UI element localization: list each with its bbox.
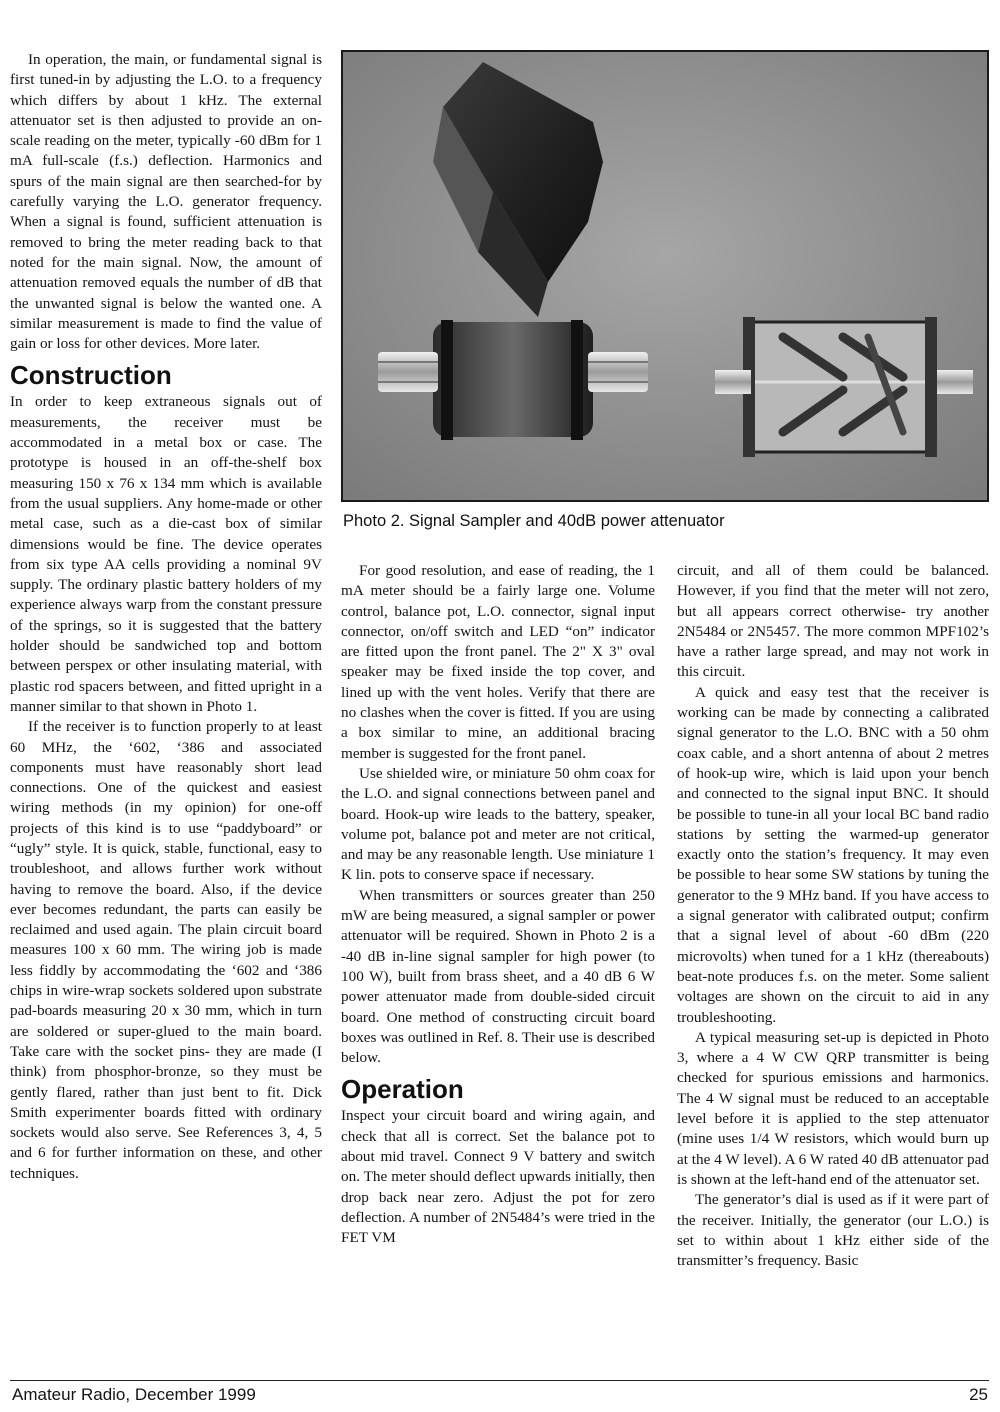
balance-paragraph: circuit, and all of them could be balanced. However, if you find that the meter will not zero, but all appears correct otherwise- try another 2N5484 or 2N5457. The more common MPF102’s have a rather large spread, and may not work in this circuit. <box>677 562 989 681</box>
generator-paragraph: The generator’s dial is used as if it were part of the receiver. Initially, the generator (our L.O.) is set to within about 1 kHz either side of the transmitter’s frequency. Basic <box>677 1191 989 1270</box>
page-number: 25 <box>969 1385 988 1404</box>
column-right <box>677 561 989 1271</box>
setup-paragraph: A typical measuring set-up is depicted in Photo 3, where a 4 W CW QRP transmitter is being checked for spurious emissions and harmonics. The 4 W signal must be reduced to an acceptable level before it is applied to the step attenuator (mine uses 1/4 W resistors, which would burn up at the 4 W level). A 6 W rated 40 dB attenuator pad is shown at the left-hand end of the attenuator set. <box>677 1028 989 1188</box>
operation-heading: Operation <box>341 1074 464 1105</box>
sampler-paragraph: When transmitters or sources greater than 250 mW are being measured, a signal sampler or power attenuator will be required. Shown in Photo 2 is a -40 dB in-line signal sampler for high power (to 100 W), built from brass sheet, and a 40 dB 6 W power attenuator made from double-sided circuit board. One method of constructing circuit board boxes was outlined in Ref. 8. Their use is described below. <box>341 886 655 1067</box>
photo-caption: Photo 2. Signal Sampler and 40dB power attenuator <box>343 512 725 530</box>
resolution-paragraph: For good resolution, and ease of reading, the 1 mA meter should be a fairly large one. Volume control, balance pot, L.O. connector, signal input connector, on/off switch and LED “on” indicator are fitted upon the front panel. The 2" X 3" oval speaker may be fixed inside the top cover, and lined up with the vent holes. Verify that there are no clashes when the cover is fitted. If you are using a box similar to mine, an additional bracing member is suggested for the front panel. <box>341 562 655 762</box>
footer-publication: Amateur Radio, December 1999 <box>12 1385 256 1404</box>
column-left <box>10 50 322 1184</box>
footer-divider <box>10 1380 989 1381</box>
wiring-paragraph: Use shielded wire, or miniature 50 ohm coax for the L.O. and signal connections between panel and board. Hook-up wire leads to the battery, speaker, volume pot, balance pot and meter are not critical, and may be any reasonable length. Use miniature 1 K lin. pots to conserve space if necessary. <box>341 764 655 884</box>
construction-paragraph-1: In order to keep extraneous signals out of measurements, the receiver must be accommodated in a metal box or case. The prototype is housed in an off-the-shelf box measuring 150 x 76 x 134 mm which is available from the usual suppliers. Any home-made or other metal case, such as a die-cast box of similar dimensions would be fine. The device operates from six type AA cells providing a nominal 9V supply. The ordinary plastic battery holders of my experience always warp from the constant pressure of the springs, so it is suggested that the battery holder should be sandwiched top and bottom between perspex or other insulating material, with plastic rod spacers between, and fitted upright in a manner similar to that shown in Photo 1. <box>10 393 322 715</box>
test-paragraph: A quick and easy test that the receiver is working can be made by connecting a calibrated signal generator to the L.O. BNC with a 50 ohm coax cable, and a short antenna of about 2 metres of hook-up wire, which is laid upon your bench and connected to the signal input BNC. It should be possible to tune-in all your local BC band radio stations by setting the warmed-up generator exactly onto the station’s frequency. It may even be possible to hear some SW stations by tuning the generator to the 9 MHz band. If you have access to a signal generator with calibrated output; confirm that a signal level of about -60 dBm (220 microvolts) when tuned for a 1 kHz (thereabouts) beat-note produces f.s. on the meter. Some salient voltages are shown on the circuit to aid in any troubleshooting. <box>677 683 989 1026</box>
photo-2-signal-sampler <box>341 50 989 502</box>
column-middle <box>341 561 655 1249</box>
intro-paragraph: In operation, the main, or fundamental signal is first tuned-in by adjusting the L.O. to a frequency which differs by about 1 kHz. The external attenuator set is then adjusted to provide an on-scale reading on the meter, typically -60 dBm for 1 mA full-scale (f.s.) deflection. Harmonics and spurs of the main signal are then searched-for by carefully varying the L.O. generator frequency. When a signal is found, sufficient attenuation is removed to bring the meter reading back to that noted for the main signal. Now, the amount of attenuation removed equals the number of dB that the unwanted signal is below the wanted one. A similar measurement is made to find the value of gain or loss for other devices. More later. <box>10 51 322 353</box>
construction-heading: Construction <box>10 360 172 391</box>
operation-paragraph: Inspect your circuit board and wiring again, and check that all is correct. Set the balance pot to about mid travel. Connect 9 V battery and switch on. The meter should deflect upwards initially, then drop back near zero. Adjust the pot for zero deflection. A number of 2N5484’s were tried in the FET VM <box>341 1107 655 1247</box>
power-attenuator-image <box>715 317 973 457</box>
construction-paragraph-2: If the receiver is to function properly to at least 60 MHz, the ‘602, ‘386 and associated components must have reasonably short lead connections. One of the quickest and easiest wiring methods (in my opinion) for one-off projects of this kind is to use “paddyboard” or “ugly” style. It is quick, stable, functional, easy to troubleshoot, and allows further work without having to remove the board. Also, if the device ever becomes redundant, the parts can easily be reclaimed and used again. The plain circuit board measures 100 x 60 mm. The wiring job is made less fiddly by accommodating the ‘602 and ‘386 chips in wire-wrap sockets soldered upon substrate pad-boards measuring 20 x 30 mm, which in turn are soldered or super-glued to the main board. Take care with the socket pins- they are made (I think) from phosphor-bronze, so they must be gently flared, rather than just bent to fit. Dick Smith experimenter boards fitted with ordinary sockets would also serve. See References 3, 4, 5 and 6 for further information on these, and other techniques. <box>10 718 322 1182</box>
